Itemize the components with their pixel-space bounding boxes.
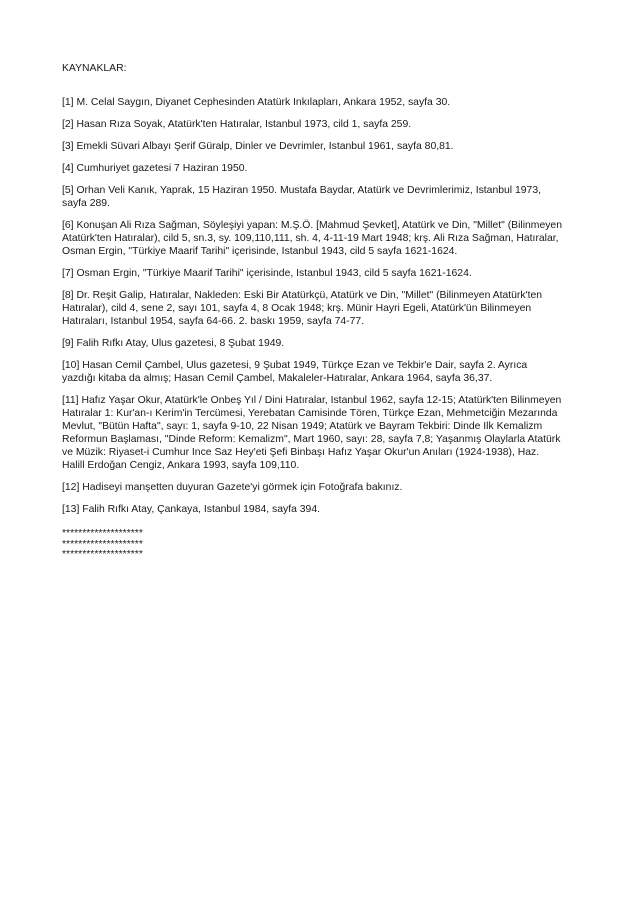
reference-text-line: [1] M. Celal Saygın, Diyanet Cephesinden Atatürk Inkılapları, Ankara 1952, sayfa 30. [62,97,451,108]
reference-text-line: [4] Cumhuriyet gazetesi 7 Haziran 1950. [62,163,248,174]
reference-text-line: Hatıralar 1: Kur'an-ı Kerim'in Tercümesi, Yerebatan Camisinde Tören, Türkçe Ezan, Mehmetciğin Mezarında [62,408,558,419]
reference-text-line: Hatıralar), cild 4, sene 2, sayı 101, sayfa 4, 8 Ocak 1948; krş. Münir Hayri Egeli, Atatürk'ün Bilinmeyen [62,303,532,314]
document-body [62,62,582,561]
reference-item [62,184,582,210]
reference-text-line: yazdığı kitaba da almış; Hasan Cemil Çambel, Makaleler-Hatıralar, Ankara 1964, sayfa 36,37. [62,373,493,384]
reference-item [62,337,582,350]
reference-item [62,267,582,280]
reference-text-line: [8] Dr. Reşit Galip, Hatıralar, Nakleden: Eski Bir Atatürkçü, Atatürk ve Din, "Millet" (Bilinmeyen Atatürk'ten [62,290,543,301]
separator-line: ******************** [62,538,143,550]
reference-item [62,219,582,258]
reference-item [62,162,582,175]
reference-text-line: [10] Hasan Cemil Çambel, Ulus gazetesi, 9 Şubat 1949, Türkçe Ezan ve Tekbir'e Dair, sayfa 2. Ayrıca [62,360,528,371]
reference-item [62,359,582,385]
reference-item [62,118,582,131]
references-list [62,96,582,516]
reference-item [62,503,582,516]
reference-text-line: [5] Orhan Veli Kanık, Yaprak, 15 Haziran 1950. Mustafa Baydar, Atatürk ve Devrimlerimiz, Istanbul 1973, [62,185,541,196]
reference-text-line: [7] Osman Ergin, "Türkiye Maarif Tarihi" içerisinde, Istanbul 1943, cild 5 sayfa 1621-1624. [62,268,472,279]
reference-text-line: Atatürk'ten Hatıralar), cild 5, sn.3, sy. 109,110,111, sh. 4, 4-11-19 Mart 1948; krş. Ali Rıza Sağman, Hatıralar, [62,233,559,244]
reference-text-line: [3] Emekli Süvari Albayı Şerif Güralp, Dinler ve Devrimler, Istanbul 1961, sayfa 80,81. [62,141,454,152]
reference-text-line: [11] Hafız Yaşar Okur, Atatürk'le Onbeş Yıl / Dini Hatıralar, Istanbul 1962, sayfa 12-15; Atatürk'ten Bilinmeyen [62,395,562,406]
reference-text-line: sayfa 289. [62,198,110,209]
reference-text-line: Reformun Başlaması, "Dinde Reform: Kemalizm", Mart 1960, sayı: 28, sayfa 7,8; Yaşanmış Olaylarla Atatürk [62,434,561,445]
separator-block [62,529,582,561]
reference-text-line: Hatıraları, Istanbul 1954, sayfa 64-66. 2. baskı 1959, sayfa 74-77. [62,316,365,327]
reference-text-line: Halill Erdoğan Cengiz, Ankara 1993, sayfa 109,110. [62,460,300,471]
reference-item [62,140,582,153]
reference-text-line: Mevlut, "Bütün Hafta", sayı: 1, sayfa 9-10, 22 Nisan 1949; Atatürk ve Bayram Tekbiri: Dinde Ilk Kemalizm [62,421,543,432]
separator-line: ******************** [62,528,143,539]
reference-text-line: [13] Falih Rıfkı Atay, Çankaya, Istanbul 1984, sayfa 394. [62,504,320,515]
reference-text-line: Osman Ergin, "Türkiye Maarif Tarihi" içerisinde, Istanbul 1943, cild 5 sayfa 1621-1624. [62,246,458,257]
reference-text-line: [9] Falih Rıfkı Atay, Ulus gazetesi, 8 Şubat 1949. [62,338,285,349]
reference-item [62,289,582,328]
reference-text-line: [12] Hadiseyi manşetten duyuran Gazete'yi görmek için Fotoğrafa bakınız. [62,482,403,493]
reference-text-line: [2] Hasan Rıza Soyak, Atatürk'ten Hatıralar, Istanbul 1973, cild 1, sayfa 259. [62,119,412,130]
reference-item [62,394,582,472]
reference-text-line: [6] Konuşan Ali Rıza Sağman, Söyleşiyi yapan: M.Ş.Ö. [Mahmud Şevket], Atatürk ve Din, "Millet" (Bilinmeyen [62,220,562,231]
reference-item [62,96,582,109]
separator-line: ******************** [62,549,143,560]
reference-text-line: ve Müzik: Riyaset-i Cumhur Ince Saz Hey'eti Şefi Binbaşı Hafız Yaşar Okur'un Anıları (1924-1938), Haz. [62,447,540,458]
reference-item [62,481,582,494]
references-heading: KAYNAKLAR: [62,63,127,74]
